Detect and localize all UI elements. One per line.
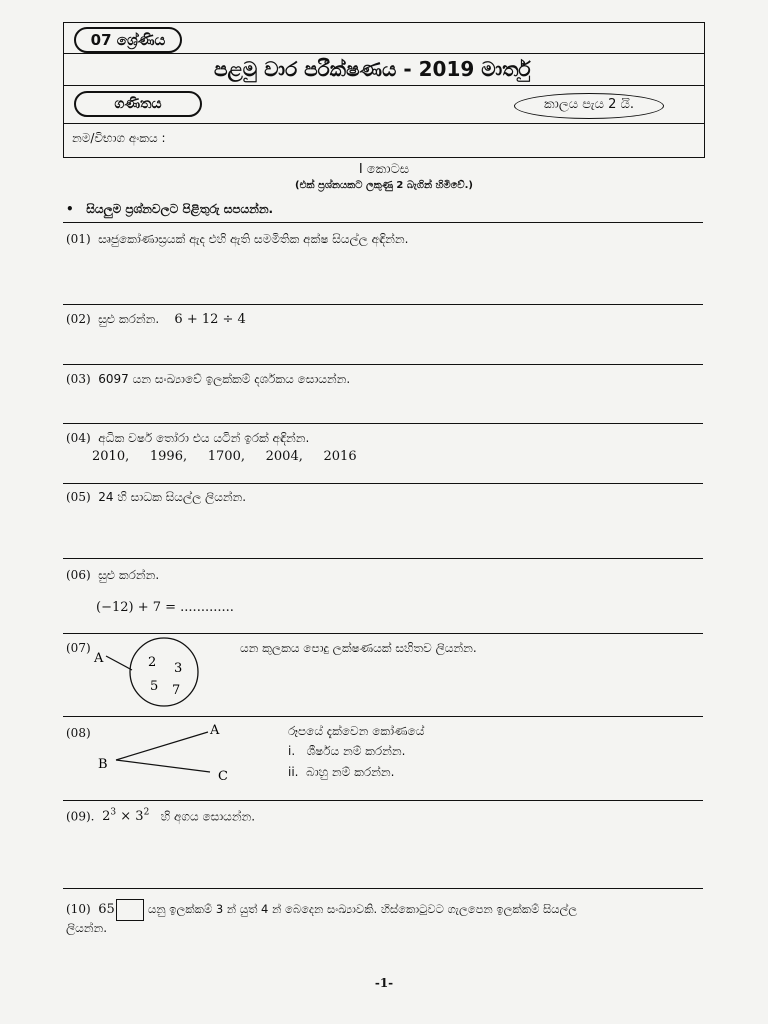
header-divider <box>64 123 704 124</box>
question-6: (06) සුළු කරන්න. <box>66 568 160 582</box>
question-8-number: (08) <box>66 726 91 740</box>
question-2-text: සුළු කරන්න. <box>98 312 160 326</box>
page-number: -1- <box>374 976 394 990</box>
exam-title: පළමු වාර පරීක්ෂණය - 2019 මාර්තු <box>214 57 531 81</box>
divider <box>63 483 703 484</box>
divider <box>63 423 703 424</box>
question-9: (09). $2^3 \times 3^2$ හි අගය සොයන්න. <box>66 808 256 825</box>
set-element: 5 <box>150 679 159 694</box>
question-1-text: සෘජුකෝණාස්‍රයක් ඇද එහි ඇති සමමිතික අක්ෂ සියල්ල අඳින්න. <box>98 232 409 246</box>
set-label-a: A <box>94 651 104 666</box>
instruction-text: සියලුම ප්‍රශ්නවලට පිළිතුරු සපයන්න. <box>86 202 274 216</box>
set-element: 7 <box>172 683 181 698</box>
set-diagram <box>90 636 210 716</box>
question-4-years: 2010, 1996, 1700, 2004, 2016 <box>92 449 357 464</box>
question-10-text: යනු ඉලක්කම් 3 න් යුත් 4 න් බෙදෙන සංඛ්‍යාවකි. හිස්කොටුවට ගැලපෙන ඉලක්කම් සියල්ල <box>148 902 578 916</box>
question-6-expression: (−12) + 7 = ............. <box>96 600 234 615</box>
divider <box>63 558 703 559</box>
question-2-expression: 6 + 12 ÷ 4 <box>174 312 246 327</box>
point-b-label: B <box>98 757 108 772</box>
question-8-part-ii: ii. බාහු නම් කරන්න. <box>288 765 395 779</box>
point-a-label: A <box>210 723 220 738</box>
set-element: 2 <box>148 655 157 670</box>
angle-arm-bc <box>116 760 210 772</box>
question-1: (01) සෘජුකෝණාස්‍රයක් ඇද එහි ඇති සමමිතික අක්ෂ සියල්ල අඳින්න. <box>66 232 409 246</box>
question-5: (05) 24 හි සාධක සියල්ල ලියන්න. <box>66 490 247 504</box>
section-title: I කොටස <box>358 162 410 177</box>
question-9-text: හි අගය සොයන්න. <box>160 809 256 824</box>
question-10-text-continued: ලියන්න. <box>66 921 108 935</box>
grade-badge: 07 ශ්‍රේණිය <box>74 27 182 53</box>
question-10: (10) 65 <box>66 902 115 917</box>
answer-blank-box[interactable] <box>116 899 144 921</box>
header-box <box>63 22 705 158</box>
set-circle <box>130 638 198 706</box>
header-divider <box>64 53 704 54</box>
set-pointer-line <box>106 656 132 670</box>
angle-diagram <box>90 718 250 788</box>
question-3: (03) 6097 යන සංඛ්‍යාවේ ඉලක්කම් දර්ශකය සොයන්න. <box>66 372 351 386</box>
header-divider <box>64 85 704 86</box>
divider <box>63 633 703 634</box>
subject-badge: ගණිතය <box>74 91 202 117</box>
divider <box>63 800 703 801</box>
instruction: • සියලුම ප්‍රශ්නවලට පිළිතුරු සපයන්න. <box>66 202 274 216</box>
divider <box>63 364 703 365</box>
question-8-text: රූපයේ දැක්වෙන කෝණයේ <box>288 724 425 738</box>
question-7-text: යන කුලකය පොදු ලක්ෂණයක් සහිතව ලියන්න. <box>240 641 477 655</box>
name-field-label: නම/විභාග අංකය : <box>72 131 166 145</box>
duration-badge: කාලය පැය 2 යි. <box>514 93 664 119</box>
set-element: 3 <box>174 661 183 676</box>
divider <box>63 716 703 717</box>
question-8-part-i: i. ශීර්ෂය නම් කරන්න. <box>288 744 406 758</box>
question-4-text: අධික වර්ෂ තෝරා එය යටින් ඉරක් අඳින්න. <box>98 431 310 445</box>
question-5-text: 24 හි සාධක සියල්ල ලියන්න. <box>98 490 247 504</box>
question-6-text: සුළු කරන්න. <box>98 568 160 582</box>
question-9-expression: $2^3 \times 3^2$ <box>102 808 150 825</box>
divider <box>63 888 703 889</box>
section-note: (එක් ප්‍රශ්නයකට ලකුණු 2 බැගින් හිමිවේ.) <box>295 180 473 191</box>
question-2: (02) සුළු කරන්න. 6 + 12 ÷ 4 <box>66 312 246 327</box>
divider <box>63 304 703 305</box>
question-10-lead-number: 65 <box>98 902 115 917</box>
divider <box>63 222 703 223</box>
question-4: (04) අධික වර්ෂ තෝරා එය යටින් ඉරක් අඳින්න. <box>66 431 310 445</box>
angle-arm-ba <box>116 732 208 760</box>
point-c-label: C <box>218 769 228 784</box>
question-3-text: 6097 යන සංඛ්‍යාවේ ඉලක්කම් දර්ශකය සොයන්න. <box>98 372 351 386</box>
question-7-number: (07) <box>66 641 91 655</box>
